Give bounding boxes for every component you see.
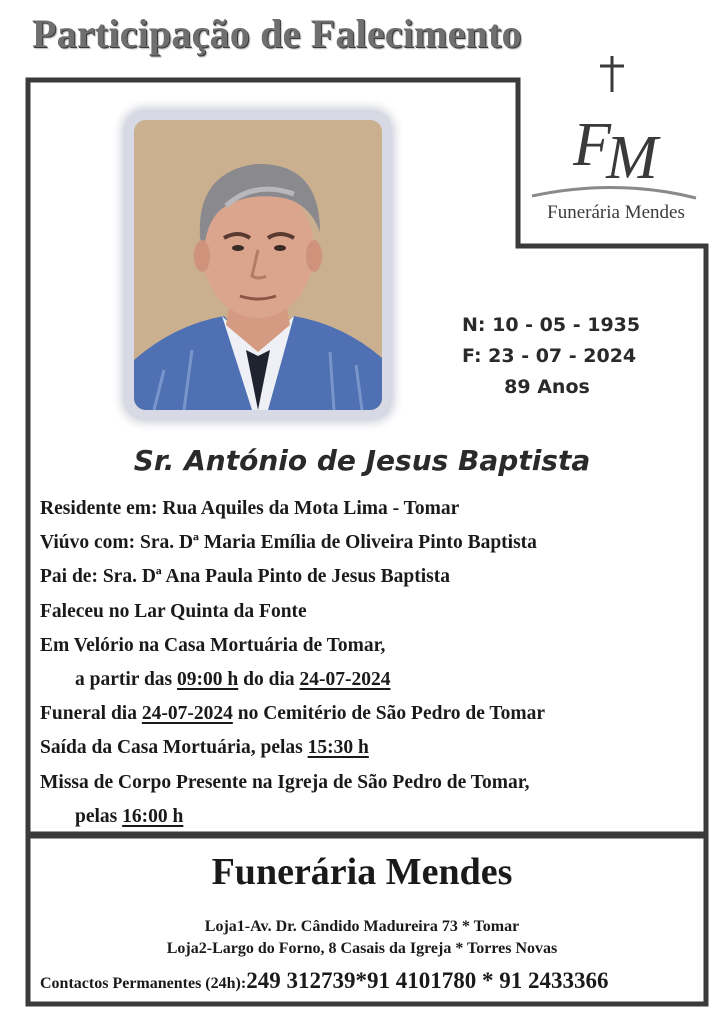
logo-name: Funerária Mendes [547,202,685,223]
store-1-address: Loja1-Av. Dr. Cândido Madureira 73 * Tomar [204,918,520,935]
logo-monogram-f: F [573,111,611,179]
details-block [40,492,700,834]
portrait-illustration [134,120,382,410]
wake-date: 24-07-2024 [299,668,391,690]
contacts-numbers: 249 312739*91 4101780 * 91 2433366 [246,968,609,993]
contacts-label: Contactos Permanentes (24h): [40,975,247,992]
mass-line: Missa de Corpo Presente na Igreja de São Pedro de Tomar, [40,771,530,793]
portrait-photo-frame [126,112,390,418]
logo-monogram-m: M [606,124,658,192]
residence-line: Residente em: Rua Aquiles da Mota Lima - Tomar [40,498,460,519]
birth-date: N: 10 - 05 - 1935 [462,314,641,336]
funeral-place: no Cemitério de São Pedro de Tomar [232,703,546,725]
wake-line: Em Velório na Casa Mortuária de Tomar, [40,634,386,656]
death-date: F: 23 - 07 - 2024 [462,345,637,367]
wake-from-text: a partir das [75,668,178,690]
footer-company: Funerária Mendes [211,851,513,893]
contacts-line [40,968,710,994]
page-title: Participação de Falecimento [32,11,522,56]
departure-line [40,731,700,765]
funeral-date: 24-07-2024 [141,703,233,725]
mass-text: pelas [75,805,123,827]
age: 89 Anos [504,376,590,398]
funeral-line [40,697,700,731]
funeral-text: Funeral dia [40,703,142,725]
store-2-address: Loja2-Largo do Forno, 8 Casais da Igreja * Torres Novas [166,940,558,957]
deceased-name: Sr. António de Jesus Baptista [133,444,591,477]
dates-block [462,310,652,403]
mass-time: 16:00 h [122,805,184,827]
departure-text: Saída da Casa Mortuária, pelas [40,737,308,759]
wake-time-line [40,663,700,697]
wake-day-text: do dia [238,668,300,690]
widower-line: Viúvo com: Sra. Dª Maria Emília de Oliveira Pinto Baptista [40,532,537,554]
wake-time: 09:00 h [177,668,239,690]
departure-time: 15:30 h [307,737,369,759]
died-at-line: Faleceu no Lar Quinta da Fonte [40,600,307,622]
mass-time-line [40,800,700,834]
portrait-photo [134,120,382,410]
father-line: Pai de: Sra. Dª Ana Paula Pinto de Jesus Baptista [40,566,450,588]
